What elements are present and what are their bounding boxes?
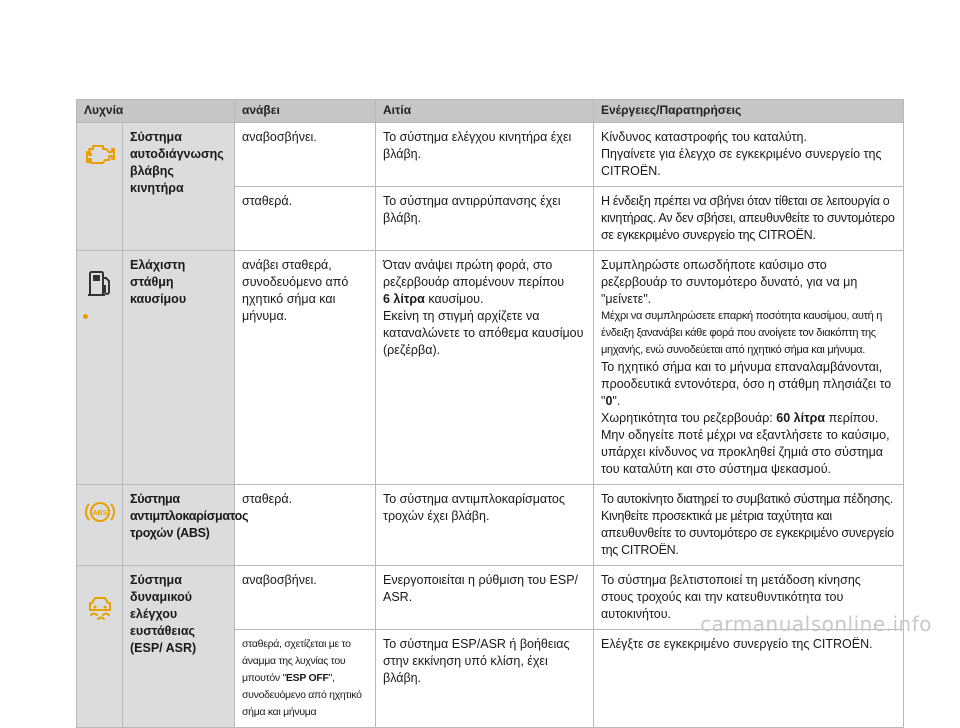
state-cell: ανάβει σταθερά, συνοδευόμενο από ηχητικό σήμα και μήνυμα. — [235, 251, 376, 485]
cause-text: καυσίμου. — [428, 292, 484, 306]
action-line — [601, 359, 896, 410]
header-cause: Αιτία — [376, 100, 594, 123]
action-line: Μην οδηγείτε ποτέ μέχρι να εξαντλήσετε το καύσιμο, υπάρχει κίνδυνος να προκληθεί ζημιά στο σύστημα του καταλύτη και στο σύστημα ψεκασμού. — [601, 428, 890, 476]
lamp-cell — [77, 485, 123, 566]
watermark: carmanualsonline.info — [700, 612, 932, 636]
state-cell — [235, 630, 376, 728]
action-bold: 60 λίτρα — [776, 411, 826, 425]
esp-skid-icon — [85, 592, 115, 622]
cause-cell: Ενεργοποιείται η ρύθμιση του ESP/ ASR. — [376, 566, 594, 630]
action-cell: Το αυτοκίνητο διατηρεί το συμβατικό σύστημα πέδησης. Κινηθείτε προσεκτικά με μέτρια ταχύτητα και απευθυνθείτε το συντομότερο σε εγκεκριμένο συνεργείο της CITROËN. — [594, 485, 904, 566]
header-action: Ενέργειες/Παρατηρήσεις — [594, 100, 904, 123]
engine-warning-icon — [85, 141, 115, 165]
state-cell: αναβοσβήνει. — [235, 566, 376, 630]
action-text: Το ηχητικό σήμα και το μήνυμα επαναλαμβάνονται, προοδευτικά εντονότερα, όσο η στάθμη πλησιάζει το " — [601, 360, 892, 408]
lamp-name: Ελάχιστη στάθμη καυσίμου — [123, 251, 235, 485]
action-text: περίπου. — [828, 411, 879, 425]
lamp-name: Σύστημα αντιμπλοκαρίσματος τροχών (ABS) — [123, 485, 235, 566]
cause-cell: Το σύστημα αντιρρύπανσης έχει βλάβη. — [376, 187, 594, 251]
lamp-name: Σύστημα δυναμικού ελέγχου ευστάθειας (ESP/ ASR) — [123, 566, 235, 728]
fuel-pump-icon — [87, 269, 113, 299]
table-row — [77, 251, 904, 485]
action-text: ". — [612, 394, 621, 408]
cause-text: Όταν ανάψει πρώτη φορά, στο ρεζερβουάρ απομένουν περίπου — [383, 258, 565, 289]
state-cell: σταθερά. — [235, 485, 376, 566]
cause-cell: Το σύστημα ESP/ASR ή βοήθειας στην εκκίνηση υπό κλίση, έχει βλάβη. — [376, 630, 594, 728]
lamp-name: Σύστημα αυτοδιάγνωσης βλάβης κινητήρα — [123, 123, 235, 251]
cause-cell — [376, 251, 594, 485]
action-cell: Το σύστημα βελτιστοποιεί τη μετάδοση κίνησης στους τροχούς και την κατευθυντικότητα του αυτοκινήτου. — [594, 566, 904, 630]
action-line: Μέχρι να συμπληρώσετε επαρκή ποσότητα καυσίμου, αυτή η ένδειξη ξανανάβει κάθε φορά που ανοίγετε τον διακόπτη της μηχανής, ενώ συνοδεύεται από ηχητικό σήμα και μήνυμα. — [601, 310, 883, 356]
amber-indicator-dot — [83, 314, 88, 319]
header-lamp: Λυχνία — [77, 100, 235, 123]
table-row — [77, 485, 904, 566]
state-text: σταθερά, σχετίζεται με το άναμμα της λυχνίας του μπουτόν " — [242, 638, 351, 684]
table-row — [77, 123, 904, 187]
action-line: Συμπληρώστε οπωσδήποτε καύσιμο στο ρεζερβουάρ το συντομότερο δυνατό, για να μη "μείνετε". — [601, 258, 858, 306]
state-text: ", συνοδευόμενο από ηχητικό σήμα και μήνυμα — [242, 672, 362, 718]
lamp-cell — [77, 251, 123, 485]
action-cell — [594, 123, 904, 187]
action-line — [601, 410, 896, 427]
cause-cell: Το σύστημα ελέγχου κινητήρα έχει βλάβη. — [376, 123, 594, 187]
abs-icon-text: ABS — [92, 510, 107, 517]
action-text: Χωρητικότητα του ρεζερβουάρ: — [601, 411, 773, 425]
cause-cell: Το σύστημα αντιμπλοκαρίσματος τροχών έχει βλάβη. — [376, 485, 594, 566]
action-bold: 0 — [605, 394, 613, 408]
table-header-row — [77, 100, 904, 123]
action-cell: Ελέγξτε σε εγκεκριμένο συνεργείο της CITROËN. — [594, 630, 904, 728]
abs-icon — [85, 499, 115, 525]
lamp-cell — [77, 566, 123, 728]
action-line: Κίνδυνος καταστροφής του καταλύτη. — [601, 130, 807, 144]
action-line: Πηγαίνετε για έλεγχο σε εγκεκριμένο συνεργείο της CITROËN. — [601, 147, 882, 178]
action-cell: Η ένδειξη πρέπει να σβήνει όταν τίθεται σε λειτουργία ο κινητήρας. Αν δεν σβήσει, απευθυνθείτε το συντομότερο σε εγκεκριμένο συνεργείο της CITROËN. — [594, 187, 904, 251]
lamp-cell — [77, 123, 123, 251]
state-bold: ESP OFF — [285, 672, 329, 684]
action-cell — [594, 251, 904, 485]
state-cell: σταθερά. — [235, 187, 376, 251]
cause-text: Εκείνη τη στιγμή αρχίζετε να καταναλώνετε το απόθεμα καυσίμου (ρεζέρβα). — [383, 309, 584, 357]
state-cell: αναβοσβήνει. — [235, 123, 376, 187]
cause-bold: 6 λίτρα — [383, 292, 425, 306]
header-state: ανάβει — [235, 100, 376, 123]
